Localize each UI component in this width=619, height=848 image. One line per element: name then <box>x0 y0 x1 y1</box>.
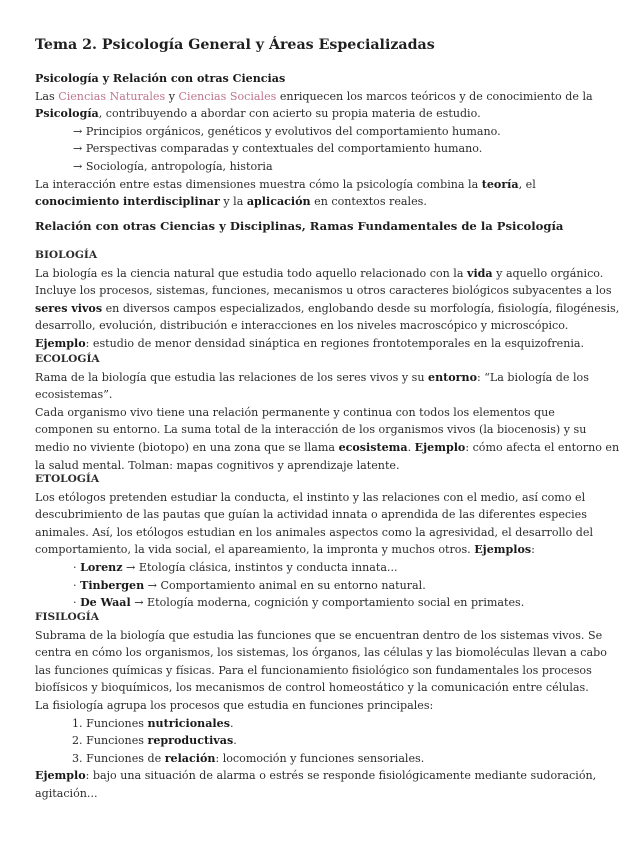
paragraph-line: Ejemplo: bajo una situación de alarma o estrés se responde fisiológicamente mediante sudoración, <box>35 769 597 783</box>
paragraph-line: componen su entorno. La suma total de la interacción de los organismos vivos (la biocenosis) y su <box>35 423 587 437</box>
paragraph-line: Rama de la biología que estudia las relaciones de los seres vivos y su entorno: “La biología de los <box>35 370 589 384</box>
paragraph-line: biofísicos y bioquímicos, los mecanismos de control homeostático y la comunicación entre células. <box>35 681 589 695</box>
link-ciencias-sociales: Ciencias Sociales <box>178 89 277 103</box>
numbered-item: 1. Funciones nutricionales. <box>72 716 234 730</box>
numbered-item: 3. Funciones de relación: locomoción y funciones sensoriales. <box>72 751 425 765</box>
intro-section <box>35 70 593 211</box>
paragraph-line: animales. Así, los etólogos estudian en los animales aspectos como la agresividad, el desarrollo del <box>35 525 594 539</box>
paragraph-line: descubrimiento de las pautas que guían la actividad innata o aprendida de las diferentes especies <box>35 508 587 522</box>
intro-line-2: Psicología, contribuyendo a abordar con acierto su propia materia de estudio. <box>35 107 481 121</box>
paragraph-line: medio no viviente (biotopo) en una zona que se llama ecosistema. Ejemplo: cómo afecta el entorno en <box>35 440 619 454</box>
intro-bullet: → Principios orgánicos, genéticos y evolutivos del comportamiento humano. <box>73 124 501 138</box>
paragraph-line: la salud mental. Tolman: mapas cognitivos y aprendizaje latente. <box>35 458 400 472</box>
paragraph-line: Incluye los procesos, sistemas, funciones, mecanismos u otros caracteres biológicos subyacentes a los <box>35 284 612 298</box>
intro-bullet: → Sociología, antropología, historia <box>73 159 273 173</box>
intro-heading: Psicología y Relación con otras Ciencias <box>35 72 286 85</box>
paragraph-line: Subrama de la biología que estudia las funciones que se encuentran dentro de los sistemas vivos. Se <box>35 628 603 642</box>
paragraph-line: Cada organismo vivo tiene una relación permanente y continua con todos los elementos que <box>35 405 555 419</box>
paragraph-line: La biología es la ciencia natural que estudia todo aquello relacionado con la vida y aquello orgánico. <box>35 266 604 280</box>
numbered-item: 2. Funciones reproductivas. <box>72 734 237 748</box>
intro-line-3: La interacción entre estas dimensiones muestra cómo la psicología combina la teoría, el <box>35 177 536 191</box>
intro-line-1: Las Ciencias Naturales y Ciencias Sociales enriquecen los marcos teóricos y de conocimiento de la <box>35 89 593 103</box>
fisiologia-heading: FISILOGÍA <box>35 611 99 623</box>
page-title: Tema 2. Psicología General y Áreas Especializadas <box>35 37 435 53</box>
paragraph-line: ecosistemas”. <box>35 388 113 402</box>
fisiologia-section <box>35 609 607 803</box>
paragraph-line: desarrollo, evolución, distribución e interacciones en los niveles macroscópico y microscópico. <box>35 319 569 333</box>
intro-line-4: conocimiento interdisciplinar y la aplicación en contextos reales. <box>35 195 427 209</box>
paragraph-line: seres vivos en diversos campos especializados, englobando desde su morfología, fisiología, filogénesis, <box>35 301 619 315</box>
paragraph-line: las funciones químicas y físicas. Para el funcionamiento fisiológico son fundamentales los procesos <box>35 663 592 677</box>
section-title: Relación con otras Ciencias y Disciplinas, Ramas Fundamentales de la Psicología <box>35 219 564 233</box>
list-item: · Lorenz → Etología clásica, instintos y conducta innata... <box>73 560 398 574</box>
biologia-section <box>35 247 619 353</box>
ecologia-section <box>35 351 619 474</box>
intro-bullet: → Perspectivas comparadas y contextuales del comportamiento humano. <box>73 142 483 156</box>
ecologia-heading: ECOLOGÍA <box>35 353 100 365</box>
paragraph-line: agitación... <box>35 786 98 800</box>
paragraph-line: Los etólogos pretenden estudiar la conducta, el instinto y las relaciones con el medio, así como el <box>35 490 586 504</box>
paragraph-line: comportamiento, la vida social, el apareamiento, la impronta y muchos otros. Ejemplos: <box>35 543 535 557</box>
biologia-heading: BIOLOGÍA <box>35 249 98 261</box>
paragraph-line: Ejemplo: estudio de menor densidad sináptica en regiones frontotemporales en la esquizofrenia. <box>35 336 585 350</box>
etologia-heading: ETOLOGÍA <box>35 473 100 485</box>
etologia-section <box>35 471 594 612</box>
list-item: · Tinbergen → Comportamiento animal en su entorno natural. <box>73 578 426 592</box>
paragraph-line: centra en cómo los organismos, los sistemas, los órganos, las células y las biomoléculas llevan a cabo <box>35 646 607 660</box>
list-item: · De Waal → Etología moderna, cognición y comportamiento social en primates. <box>73 596 525 610</box>
link-ciencias-naturales: Ciencias Naturales <box>58 89 166 103</box>
paragraph-line: La fisiología agrupa los procesos que estudia en funciones principales: <box>35 698 434 712</box>
